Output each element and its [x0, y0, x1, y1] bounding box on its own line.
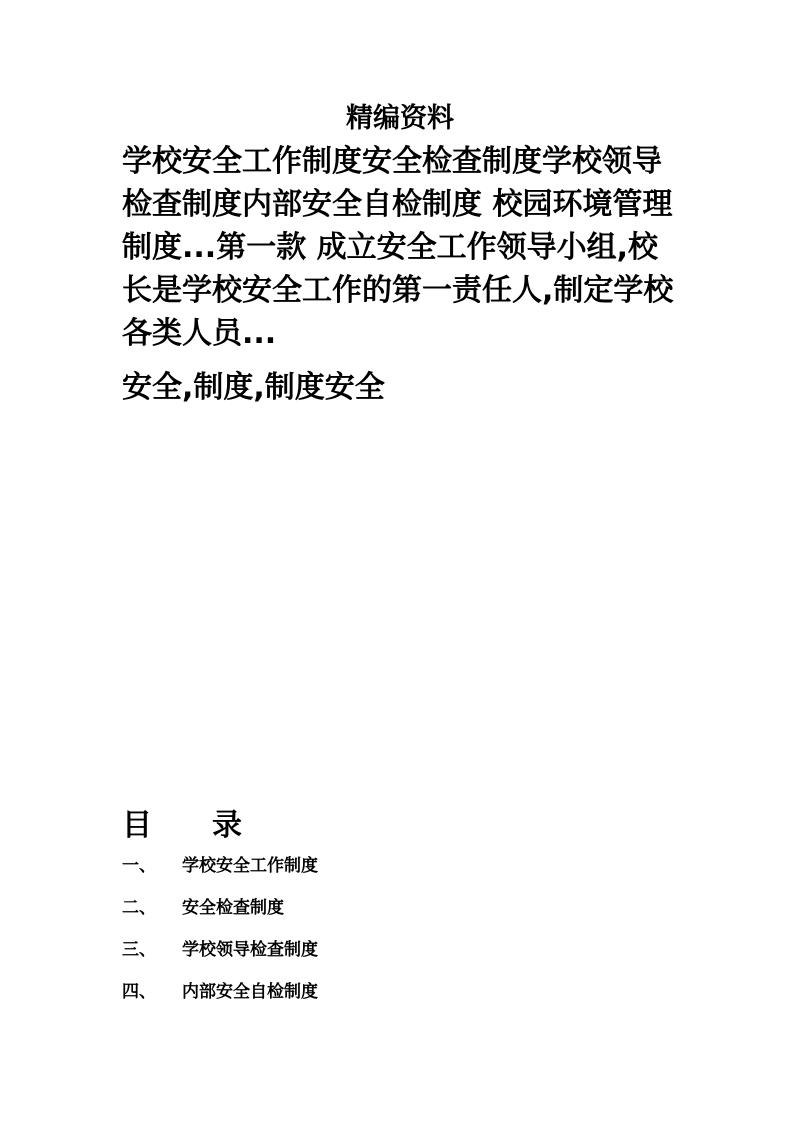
toc-item-number: 四、	[122, 982, 156, 1002]
document-summary: 学校安全工作制度安全检查制度学校领导检查制度内部安全自检制度 校园环境管理制度...第一款 成立安全工作领导小组,校长是学校安全工作的第一责任人,制定学校各类人员...	[122, 144, 674, 351]
toc-item-label: 学校领导检查制度	[182, 940, 318, 960]
toc-item-number: 一、	[122, 856, 156, 876]
toc-item-label: 安全检查制度	[182, 898, 284, 918]
toc-item-label: 内部安全自检制度	[182, 982, 318, 1002]
document-keywords: 安全,制度,制度安全	[122, 370, 385, 405]
toc-item[interactable]	[122, 851, 318, 893]
page-header-title: 精编资料	[346, 103, 454, 134]
toc-item[interactable]	[122, 935, 318, 977]
toc-item-number: 三、	[122, 940, 156, 960]
toc-title: 目 录	[122, 808, 242, 843]
toc-list	[122, 851, 318, 1019]
toc-item-label: 学校安全工作制度	[182, 856, 318, 876]
toc-item-number: 二、	[122, 898, 156, 918]
toc-item[interactable]	[122, 893, 318, 935]
toc-item[interactable]	[122, 977, 318, 1019]
